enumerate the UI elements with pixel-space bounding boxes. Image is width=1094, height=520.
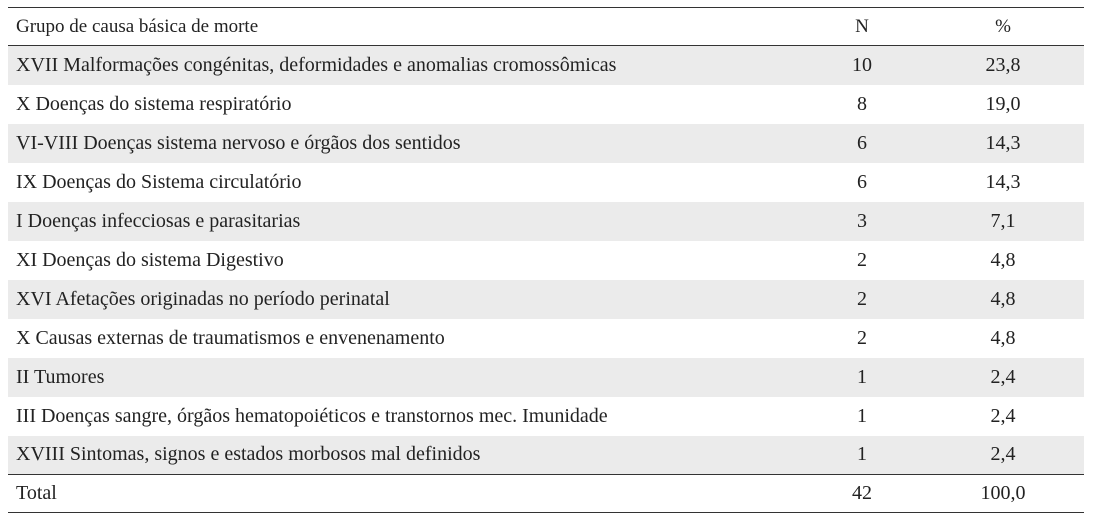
row-n: 6 <box>857 170 867 193</box>
total-row <box>8 475 1084 513</box>
table-row <box>8 280 1084 319</box>
table-header <box>8 8 1084 46</box>
row-n: 3 <box>857 209 867 232</box>
table-row <box>8 241 1084 280</box>
row-pct: 2,4 <box>990 365 1016 388</box>
table-body <box>8 46 1084 475</box>
row-pct: 4,8 <box>990 248 1016 271</box>
row-cause: IX Doenças do Sistema circulatório <box>16 170 302 193</box>
row-pct: 19,0 <box>985 92 1021 115</box>
table-row <box>8 202 1084 241</box>
row-n: 1 <box>857 404 867 427</box>
header-pct: % <box>995 15 1011 37</box>
row-cause: I Doenças infecciosas e parasitarias <box>16 209 301 232</box>
row-n: 1 <box>857 365 867 388</box>
row-cause: III Doenças sangre, órgãos hematopoiéticos e transtornos mec. Imunidade <box>16 404 608 427</box>
total-label: Total <box>16 482 57 504</box>
header-cause: Grupo de causa básica de morte <box>16 15 259 37</box>
table-row <box>8 85 1084 124</box>
mortality-cause-table-container <box>8 7 1084 513</box>
mortality-cause-table <box>8 7 1084 513</box>
row-cause: X Doenças do sistema respiratório <box>16 92 292 115</box>
row-n: 2 <box>857 326 867 349</box>
row-cause: XVII Malformações congénitas, deformidades e anomalias cromossômicas <box>16 53 617 76</box>
row-pct: 14,3 <box>985 170 1021 193</box>
row-pct: 4,8 <box>990 326 1016 349</box>
row-cause: XVIII Sintomas, signos e estados morbosos mal definidos <box>16 443 481 466</box>
header-row <box>8 8 1084 46</box>
table-footer <box>8 475 1084 513</box>
table-row <box>8 163 1084 202</box>
row-n: 2 <box>857 248 867 271</box>
table-row <box>8 319 1084 358</box>
total-n: 42 <box>852 482 872 504</box>
row-pct: 2,4 <box>990 404 1016 427</box>
row-n: 6 <box>857 131 867 154</box>
row-n: 1 <box>857 443 867 466</box>
table-row <box>8 397 1084 436</box>
row-pct: 7,1 <box>990 209 1016 232</box>
header-n: N <box>855 15 869 37</box>
table-row <box>8 124 1084 163</box>
row-n: 10 <box>852 53 872 76</box>
row-n: 2 <box>857 287 867 310</box>
row-pct: 14,3 <box>985 131 1021 154</box>
total-pct: 100,0 <box>980 482 1026 504</box>
table-row <box>8 358 1084 397</box>
row-cause: VI-VIII Doenças sistema nervoso e órgãos dos sentidos <box>16 131 461 154</box>
row-cause: II Tumores <box>16 365 105 388</box>
row-n: 8 <box>857 92 867 115</box>
table-row <box>8 436 1084 475</box>
row-cause: X Causas externas de traumatismos e envenenamento <box>16 326 445 349</box>
row-cause: XVI Afetações originadas no período perinatal <box>16 287 390 310</box>
table-row <box>8 46 1084 85</box>
row-cause: XI Doenças do sistema Digestivo <box>16 248 284 271</box>
row-pct: 2,4 <box>990 443 1016 466</box>
row-pct: 4,8 <box>990 287 1016 310</box>
row-pct: 23,8 <box>985 53 1021 76</box>
